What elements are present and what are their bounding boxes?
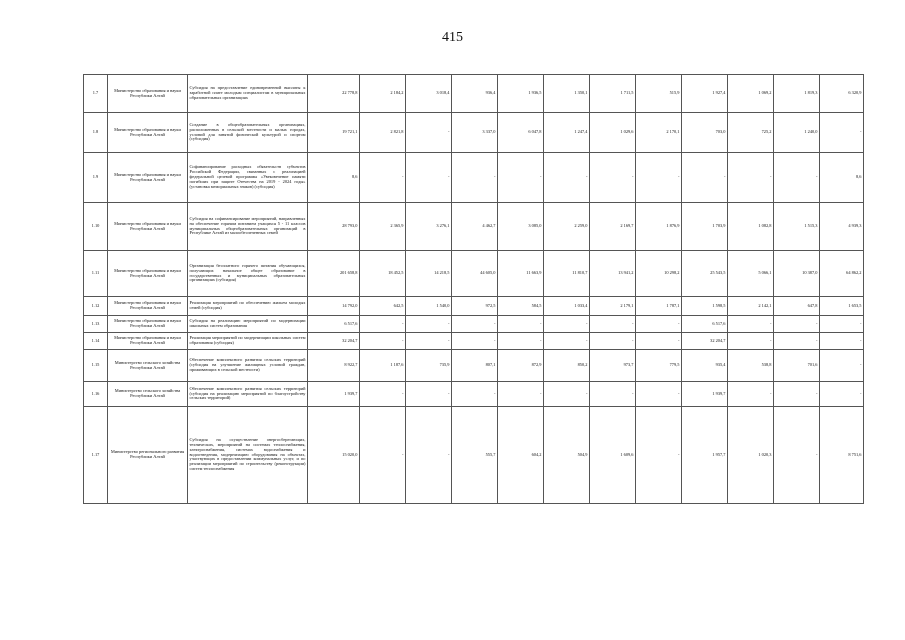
row-value: 1 069,2 [728,75,774,113]
row-code: 1.14 [84,333,108,350]
row-value: 1 653,5 [820,297,864,316]
row-value: - [406,382,452,407]
row-value: - [820,113,864,153]
row-executor: Министерство сельского хозяйства Республики Алтай [108,382,188,407]
row-value: 14 218,5 [406,251,452,297]
row-value: - [498,382,544,407]
row-value: 18 452,5 [360,251,406,297]
row-value: 4 939,3 [820,203,864,251]
table-row [84,251,864,297]
row-code: 1.16 [84,382,108,407]
row-value: 703,0 [682,113,728,153]
row-value: 2 142,1 [728,297,774,316]
row-value: 14 792,0 [308,297,360,316]
row-value: 1 029,6 [590,113,636,153]
row-executor: Министерство образования и науки Республики Алтай [108,316,188,333]
row-value: - [636,316,682,333]
row-value: 584,5 [498,297,544,316]
row-executor: Министерство образования и науки Республики Алтай [108,297,188,316]
row-value: - [636,407,682,504]
row-value: 25 543,5 [682,251,728,297]
row-value: 3 018,4 [406,75,452,113]
row-description: Софинансирование расходных обязательств субъектов Российской Федерации, связанных с реализацией федеральной целевой программы «Увековечение памяти погибших при защите Отечества на 2019 - 2024 годы» (установка мемориальных знаков) (субсидия) [188,153,308,203]
row-value: 64 862,2 [820,251,864,297]
row-value: 6 320,9 [820,75,864,113]
row-executor: Министерство образования и науки Республики Алтай [108,75,188,113]
row-code: 1.13 [84,316,108,333]
row-value: 515,9 [636,75,682,113]
row-value: 779,5 [636,350,682,382]
row-value: 1 819,3 [774,75,820,113]
row-value: - [590,333,636,350]
row-value: - [774,153,820,203]
row-value: - [636,153,682,203]
row-value: 1 609,6 [590,407,636,504]
row-value: 1 515,3 [774,203,820,251]
row-value: 4 462,7 [452,203,498,251]
row-value: - [820,333,864,350]
row-value: 1 939,7 [308,382,360,407]
row-value: 6 517,6 [308,316,360,333]
row-value: 2 259,0 [544,203,590,251]
table-row [84,75,864,113]
row-value: 2 169,7 [590,203,636,251]
row-value: 1 936,5 [498,75,544,113]
row-value: 19 721,1 [308,113,360,153]
row-value: 2 821,8 [360,113,406,153]
row-value: 807,1 [452,350,498,382]
row-value: 972,5 [452,297,498,316]
row-value: - [636,382,682,407]
budget-table [83,74,864,504]
row-executor: Министерство образования и науки Республики Алтай [108,333,188,350]
row-value: - [820,350,864,382]
row-description: Субсидия на реализацию мероприятий по модернизации школьных систем образования [188,316,308,333]
row-value: - [728,382,774,407]
row-value: 28 793,0 [308,203,360,251]
row-value: 1 082,8 [728,203,774,251]
row-value: 8,6 [820,153,864,203]
row-value: 11 810,7 [544,251,590,297]
row-value: 22 778,8 [308,75,360,113]
row-value: 538,8 [728,350,774,382]
row-executor: Министерство регионального развития Республики Алтай [108,407,188,504]
row-value: - [452,316,498,333]
row-value: - [452,333,498,350]
row-value: - [498,333,544,350]
row-value: 973,7 [590,350,636,382]
row-value: - [820,316,864,333]
row-value: - [452,153,498,203]
row-description: Обеспечение комплексного развития сельских территорий (субсидия на улучшение жилищных условий граждан, проживающих в сельской местности) [188,350,308,382]
row-value: 1 247,4 [544,113,590,153]
row-executor: Министерство образования и науки Республики Алтай [108,251,188,297]
table-row [84,382,864,407]
row-value: - [406,316,452,333]
table-row [84,333,864,350]
row-value: 1 350,1 [544,75,590,113]
row-value: 1 876,9 [636,203,682,251]
row-value: 201 658,8 [308,251,360,297]
row-value: 850,2 [544,350,590,382]
row-value: 5 066,1 [728,251,774,297]
row-value: 32 204,7 [682,333,728,350]
row-executor: Министерство образования и науки Республики Алтай [108,153,188,203]
row-value: 1 540,0 [406,297,452,316]
row-value: - [544,316,590,333]
table-row [84,407,864,504]
row-value: 6 047,8 [498,113,544,153]
row-value: - [728,333,774,350]
row-description: Субсидия на осуществление энергосберегающих, технических, мероприятий на системах теплоснабжения, электроснабжения, системах водоснабжения и водоотведения, модернизацию оборудования на объектах, участвующих в предоставлении коммунальных услуг, и по реализации мероприятий по строительству (реконструкции) систем теплоснабжения [188,407,308,504]
row-code: 1.11 [84,251,108,297]
row-value: 725,2 [728,113,774,153]
row-value: 1 711,5 [590,75,636,113]
row-description: Обеспечение комплексного развития сельских территорий (субсидия на реализацию мероприятий по благоустройству сельских территорий) [188,382,308,407]
row-value: - [406,153,452,203]
table-row [84,203,864,251]
row-description: Реализация мероприятий по обеспечению жильем молодых семей (субсидия) [188,297,308,316]
row-value: 3 276,1 [406,203,452,251]
row-value: 6 517,6 [682,316,728,333]
row-value: 735,9 [406,350,452,382]
row-value: - [636,333,682,350]
table-row [84,297,864,316]
row-value: - [360,407,406,504]
row-value: 2 179,1 [590,297,636,316]
row-value: - [406,407,452,504]
row-value: - [590,153,636,203]
row-value: - [360,382,406,407]
row-value: 3 337,0 [452,113,498,153]
row-code: 1.17 [84,407,108,504]
row-value: 872,9 [498,350,544,382]
row-value: 936,4 [452,75,498,113]
row-value: 1 957,7 [682,407,728,504]
row-value: - [774,407,820,504]
row-value: 1 240,0 [774,113,820,153]
row-code: 1.9 [84,153,108,203]
row-value: - [590,382,636,407]
row-value: 1 939,7 [682,382,728,407]
row-value: 1 703,9 [682,203,728,251]
row-executor: Министерство сельского хозяйства Республики Алтай [108,350,188,382]
row-value: 1 020,3 [728,407,774,504]
row-value: 10 387,0 [774,251,820,297]
row-value: 504,9 [544,407,590,504]
row-description: Создание в общеобразовательных организациях, расположенных в сельской местности и малых городах, условий для занятий физической культурой и спортом (субсидия) [188,113,308,153]
row-value: 8 751,6 [820,407,864,504]
row-code: 1.12 [84,297,108,316]
row-value: 935,4 [682,350,728,382]
row-value: - [544,153,590,203]
row-value: 13 941,2 [590,251,636,297]
row-value: - [590,316,636,333]
row-value: - [774,316,820,333]
row-value: 1 787,1 [636,297,682,316]
row-value: - [360,316,406,333]
row-value: - [728,316,774,333]
row-value: 1 927,4 [682,75,728,113]
row-value: - [406,113,452,153]
row-value: 44 605,0 [452,251,498,297]
row-value: 32 204,7 [308,333,360,350]
row-code: 1.10 [84,203,108,251]
row-value: 15 020,0 [308,407,360,504]
row-value: - [682,153,728,203]
row-value: - [774,333,820,350]
row-value: 1 598,5 [682,297,728,316]
page-number: 415 [442,30,463,45]
row-value: - [544,333,590,350]
row-value: - [774,382,820,407]
row-code: 1.8 [84,113,108,153]
table-row [84,113,864,153]
row-value: - [728,153,774,203]
row-value: 2 184,2 [360,75,406,113]
row-executor: Министерство образования и науки Республики Алтай [108,113,188,153]
row-value: 701,6 [774,350,820,382]
row-value: 11 663,9 [498,251,544,297]
row-value: 3 085,0 [498,203,544,251]
row-value: 647,8 [774,297,820,316]
row-value: - [406,333,452,350]
row-code: 1.15 [84,350,108,382]
row-value: - [452,382,498,407]
row-value: 642,5 [360,297,406,316]
table-body [84,75,864,504]
row-value: 1 187,6 [360,350,406,382]
row-code: 1.7 [84,75,108,113]
table-row [84,153,864,203]
row-value: - [544,382,590,407]
row-value: 2 365,9 [360,203,406,251]
row-value: - [498,153,544,203]
row-value: - [360,333,406,350]
row-executor: Министерство образования и науки Республики Алтай [108,203,188,251]
row-description: Организация бесплатного горячего питания обучающихся, получающих начальное общее образование в государственных и муниципальных образовательных организациях (субсидия) [188,251,308,297]
row-value: 604,2 [498,407,544,504]
table-row [84,350,864,382]
row-value: 10 298,2 [636,251,682,297]
row-value: 555,7 [452,407,498,504]
row-description: Субсидия на софинансирование мероприятий, направленных на обеспечение горячим питанием учащихся 5 - 11 классов муниципальных общеобразовательных организаций в Республике Алтай из малообеспеченных семей [188,203,308,251]
row-value: 2 170,1 [636,113,682,153]
row-value: - [820,382,864,407]
row-value: 8 922,7 [308,350,360,382]
table-row [84,316,864,333]
row-value: - [498,316,544,333]
row-value: 8,6 [308,153,360,203]
row-value: 1 033,4 [544,297,590,316]
row-description: Реализация мероприятий по модернизации школьных систем образования (субсидия) [188,333,308,350]
row-value: - [360,153,406,203]
row-description: Субсидия на предоставление единовременной выплаты к заработной плате молодым специалистам в муниципальных образовательных организациях [188,75,308,113]
